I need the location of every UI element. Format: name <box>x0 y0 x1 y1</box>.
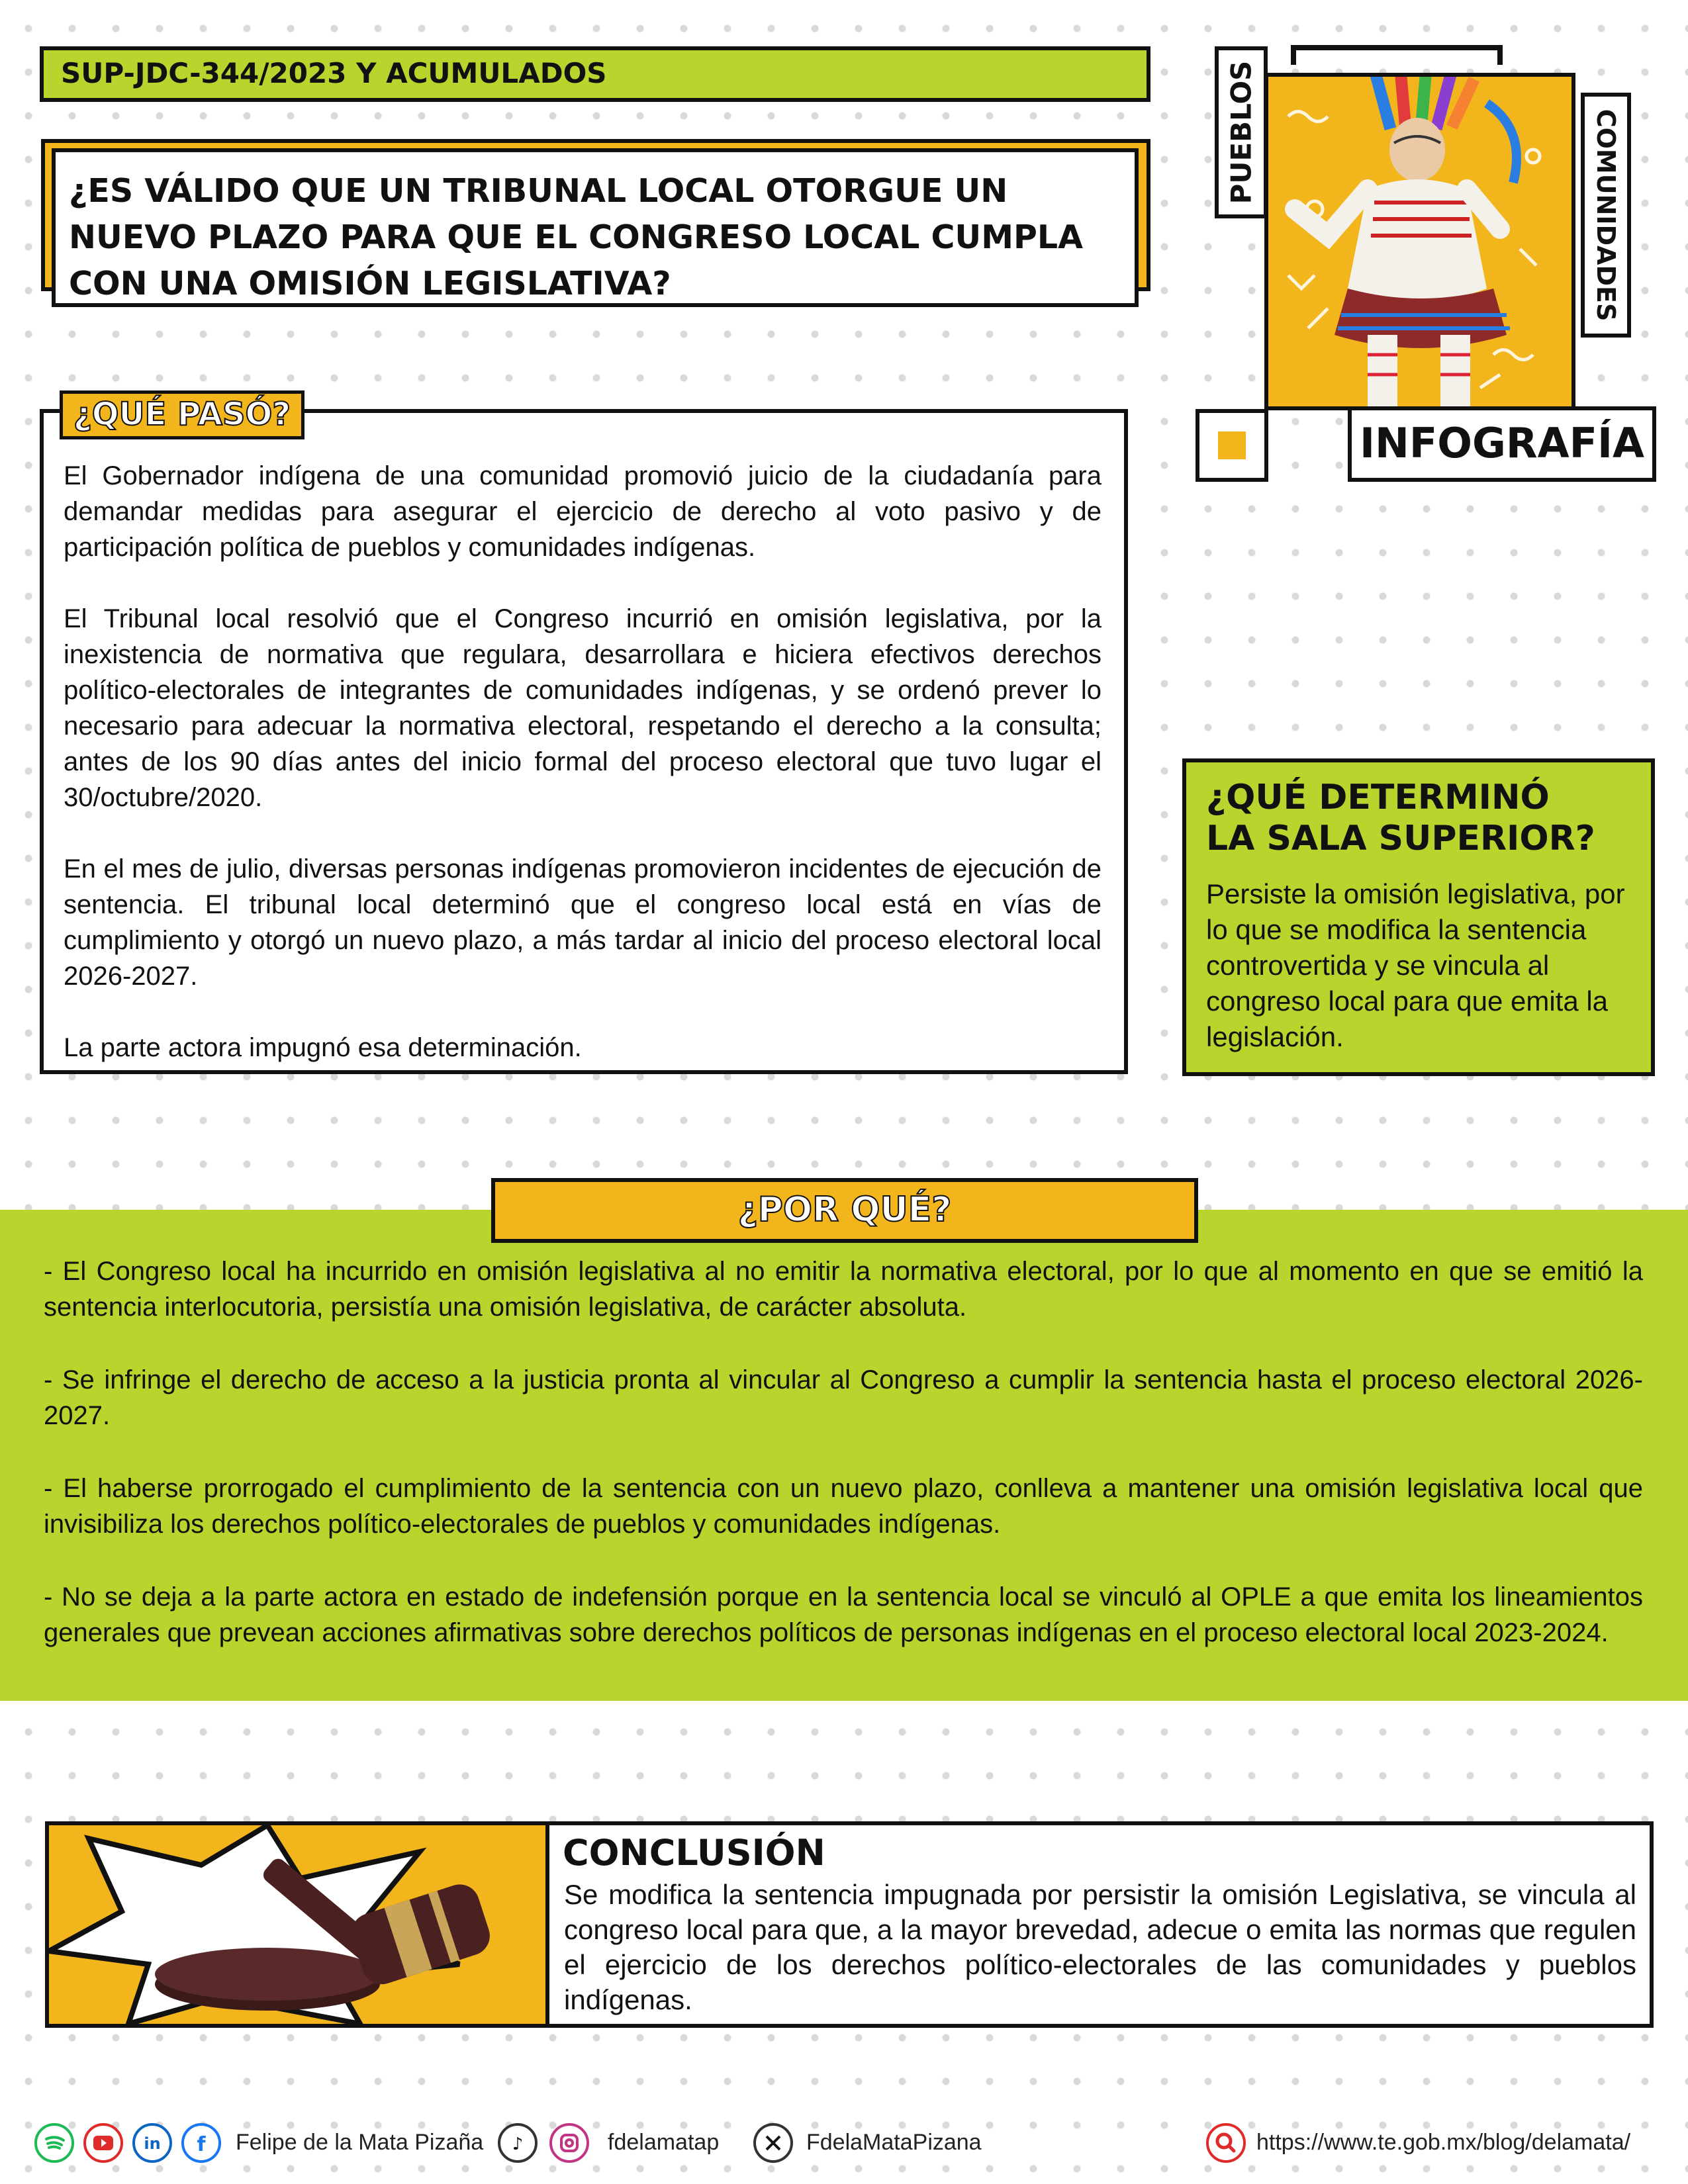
facebook-icon[interactable] <box>181 2123 221 2163</box>
determino-title <box>1206 777 1631 859</box>
infografia-label: INFOGRAFÍA <box>1359 419 1645 467</box>
svg-text:f: f <box>197 2133 206 2156</box>
determino-text: Persiste la omisión legislativa, por lo que se modifica la sentencia controvertida y se vincula al congreso local para que emita la legislación. <box>1206 878 1625 1052</box>
x-icon[interactable] <box>753 2123 793 2163</box>
por-que-list <box>44 1253 1643 1688</box>
tag-comunidades-label: COMUNIDADES <box>1591 109 1620 322</box>
por-que-title <box>491 1178 1198 1243</box>
conclusion-title: CONCLUSIÓN <box>563 1832 825 1874</box>
footer-url[interactable]: https://www.te.gob.mx/blog/delamata/ <box>1256 2130 1631 2155</box>
spotify-icon[interactable] <box>34 2123 74 2163</box>
tag-comunidades <box>1581 93 1631 338</box>
case-number: SUP-JDC-344/2023 Y ACUMULADOS <box>61 57 607 89</box>
que-paso-paragraph: En el mes de julio, diversas personas indígenas promovieron incidentes de ejecución de sentencia. El tribunal local determinó que el congreso local está en vías de cumplimiento y otorgó un nuevo plazo, a más tardar al inicio del proceso electoral local 2026-2027. <box>64 854 1102 991</box>
youtube-icon[interactable] <box>83 2123 123 2163</box>
yellow-square-icon <box>1196 409 1268 482</box>
conclusion-text: Se modifica la sentencia impugnada por persistir la omisión Legislativa, se vincula al congreso local para que, a la mayor brevedad, adecue o emita las normas que regulen el ejercicio de los derechos político-electorales de las comunidades y pueblos indígenas. <box>564 1879 1636 2015</box>
svg-text:in: in <box>144 2134 161 2153</box>
determino-title-line2: LA SALA SUPERIOR? <box>1206 819 1595 858</box>
gavel-icon <box>49 1825 549 2024</box>
question-text: ¿ES VÁLIDO QUE UN TRIBUNAL LOCAL OTORGUE UN NUEVO PLAZO PARA QUE EL CONGRESO LOCAL CUMPLA CON UNA OMISIÓN LEGISLATIVA? <box>69 172 1084 302</box>
gavel-image <box>49 1825 549 2024</box>
que-paso-paragraph: La parte actora impugnó esa determinación. <box>64 1033 582 1062</box>
instagram-icon[interactable] <box>549 2123 589 2163</box>
por-que-item: - El Congreso local ha incurrido en omisión legislativa al no emitir la normativa electoral, por lo que al momento en que se emitió la sentencia interlocutoria, persistía una omisión legislativa, de carácter absoluta. <box>44 1257 1643 1322</box>
por-que-item: - No se deja a la parte actora en estado de indefensión porque en la sentencia local se vinculó al OPLE a que emita los lineamientos generales que prevean acciones afirmativas sobre derechos políticos de personas indígenas en el proceso electoral local 2023-2024. <box>44 1582 1643 1647</box>
que-paso-box <box>40 409 1128 1074</box>
que-paso-title <box>60 390 305 439</box>
por-que-title-text: ¿POR QUÉ? <box>737 1190 952 1230</box>
tag-pueblos <box>1215 46 1268 218</box>
linkedin-icon[interactable] <box>132 2123 172 2163</box>
dancer-illustration <box>1268 77 1575 410</box>
tag-pueblos-label: PUEBLOS <box>1225 60 1258 205</box>
determino-title-line1: ¿QUÉ DETERMINÓ <box>1206 778 1550 817</box>
que-paso-paragraph: El Gobernador indígena de una comunidad promovió juicio de la ciudadanía para demandar medidas para asegurar el ejercicio de derecho al voto pasivo y de participación política de pueblos y comunidades indígenas. <box>64 461 1102 562</box>
photo-frame-outline <box>1291 45 1503 65</box>
infografia-label-box <box>1348 406 1656 482</box>
question-card <box>52 148 1139 307</box>
footer-name: Felipe de la Mata Pizaña <box>236 2130 484 2155</box>
que-paso-paragraph: El Tribunal local resolvió que el Congreso incurrió en omisión legislativa, por la inexistencia de normativa que regulara, desarrollara e hiciera efectivos derechos político-electorales de integrantes de comunidades indígenas, y se ordenó prever lo necesario para adecuar la normativa electoral, respetando el derecho a la consulta; antes de los 90 días antes del inicio formal del proceso electoral que tuvo lugar el 30/octubre/2020. <box>64 604 1102 812</box>
search-icon[interactable] <box>1206 2123 1246 2163</box>
case-number-bar <box>40 46 1150 102</box>
footer-handle-tiktok-instagram: fdelamatap <box>608 2130 720 2155</box>
svg-text:♪: ♪ <box>512 2134 524 2154</box>
dancer-photo <box>1264 73 1575 410</box>
por-que-item: - El haberse prorrogado el cumplimiento de la sentencia con un nuevo plazo, conlleva a mantener una omisión legislativa local que invisibiliza los derechos político-electorales de pueblos y comunidades indígenas. <box>44 1474 1643 1539</box>
tiktok-icon[interactable] <box>498 2123 538 2163</box>
footer-handle-x: FdelaMataPizana <box>806 2130 982 2155</box>
determino-box <box>1182 758 1655 1076</box>
que-paso-title-text: ¿QUÉ PASÓ? <box>73 396 291 433</box>
por-que-item: - Se infringe el derecho de acceso a la justicia pronta al vincular al Congreso a cumplir la sentencia hasta el proceso electoral 2026-2027. <box>44 1365 1643 1430</box>
